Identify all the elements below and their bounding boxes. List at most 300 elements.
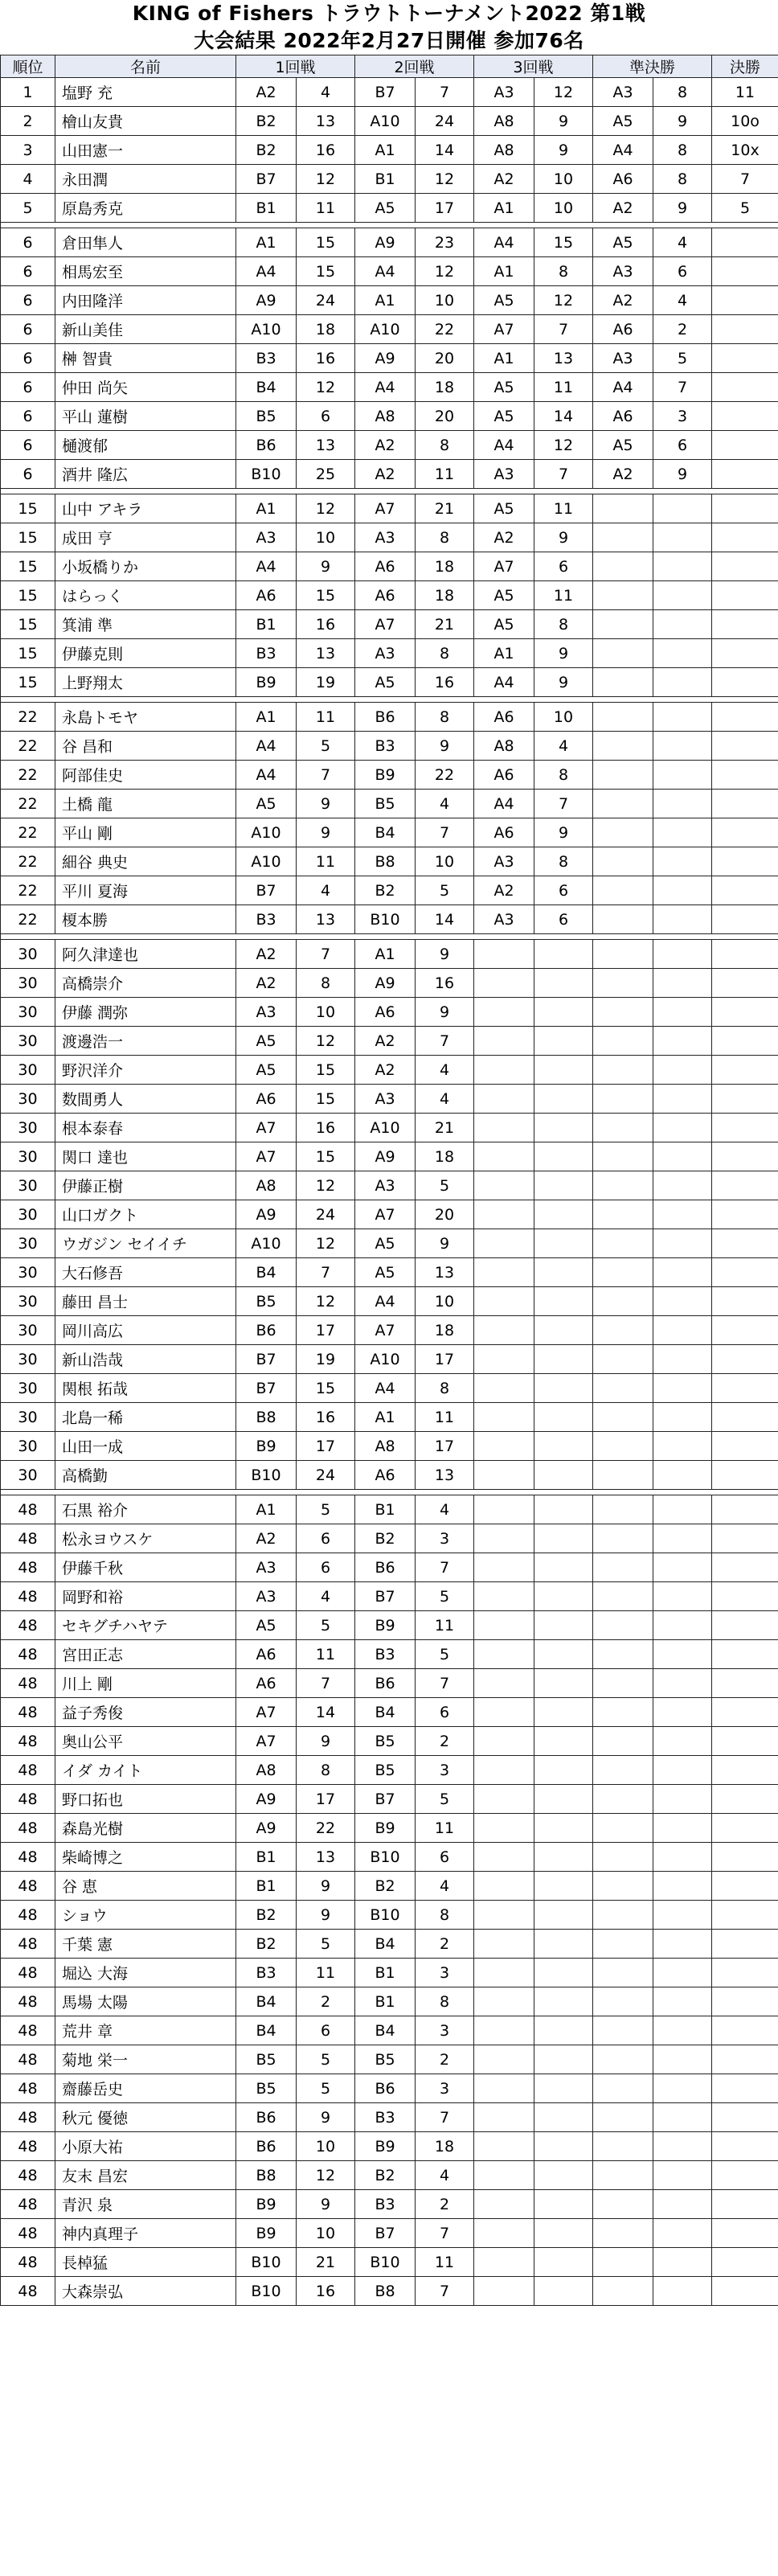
rank-cell: 1 [1,78,55,107]
rank-cell: 6 [1,344,55,373]
semifinal-score-cell [653,1142,712,1171]
rank-cell: 30 [1,1403,55,1432]
round1-area-cell: A9 [236,286,297,315]
round3-area-cell: A5 [474,581,534,610]
round3-score-cell [534,1553,593,1582]
round3-area-cell [474,1403,534,1432]
round1-score-cell: 13 [297,905,355,934]
final-score-cell [712,703,778,732]
table-row [1,876,778,905]
final-score-cell [712,1640,778,1669]
round3-area-cell: A2 [474,523,534,552]
group-separator [1,934,778,940]
round3-score-cell [534,1611,593,1640]
semifinal-score-cell [653,639,712,668]
round3-area-cell [474,1669,534,1698]
round2-area-cell: A6 [355,552,416,581]
name-cell: 大石修吾 [55,1258,236,1287]
final-score-cell [712,1930,778,1959]
header-final: 決勝 [712,55,778,78]
semifinal-score-cell [653,1114,712,1142]
rank-cell: 15 [1,639,55,668]
table-row [1,581,778,610]
round2-area-cell: A9 [355,228,416,257]
rank-cell: 22 [1,732,55,761]
name-cell: 仲田 尚矢 [55,373,236,402]
name-cell: 関根 拓哉 [55,1374,236,1403]
round2-score-cell: 11 [416,2248,474,2277]
final-score-cell [712,1056,778,1085]
round1-area-cell: A4 [236,552,297,581]
round1-area-cell: A1 [236,1495,297,1524]
table-row [1,1756,778,1785]
rank-cell: 15 [1,610,55,639]
round2-area-cell: B2 [355,1524,416,1553]
round2-area-cell: A4 [355,1287,416,1316]
rank-cell: 6 [1,373,55,402]
rank-cell: 15 [1,494,55,523]
round2-area-cell: B9 [355,761,416,790]
round3-score-cell [534,1698,593,1727]
round1-area-cell: B8 [236,1403,297,1432]
semifinal-score-cell [653,2045,712,2074]
round2-area-cell: B5 [355,790,416,818]
round3-area-cell [474,2132,534,2161]
round3-score-cell [534,2016,593,2045]
final-score-cell [712,1200,778,1229]
rank-cell: 48 [1,1698,55,1727]
semifinal-score-cell [653,969,712,998]
semifinal-area-cell [593,610,653,639]
table-row [1,1640,778,1669]
semifinal-score-cell [653,1901,712,1930]
rank-cell: 48 [1,2277,55,2306]
round3-area-cell: A8 [474,107,534,136]
semifinal-score-cell [653,1959,712,1987]
round3-area-cell [474,1959,534,1987]
round1-area-cell: B1 [236,194,297,223]
round2-area-cell: A5 [355,668,416,697]
round3-area-cell: A6 [474,761,534,790]
round3-score-cell: 11 [534,494,593,523]
round2-score-cell: 18 [416,552,474,581]
final-score-cell [712,639,778,668]
round1-score-cell: 12 [297,373,355,402]
table-row [1,847,778,876]
round2-area-cell: A10 [355,1114,416,1142]
round1-score-cell: 5 [297,1930,355,1959]
semifinal-area-cell [593,732,653,761]
round1-area-cell: B9 [236,1432,297,1461]
semifinal-area-cell [593,1229,653,1258]
round2-score-cell: 12 [416,257,474,286]
round3-score-cell [534,2161,593,2190]
semifinal-score-cell: 8 [653,78,712,107]
final-score-cell [712,523,778,552]
semifinal-score-cell [653,1345,712,1374]
round2-score-cell: 13 [416,1258,474,1287]
round3-area-cell [474,1461,534,1490]
semifinal-area-cell: A2 [593,286,653,315]
round1-score-cell: 12 [297,2161,355,2190]
table-row [1,1229,778,1258]
final-score-cell [712,1085,778,1114]
round1-score-cell: 15 [297,257,355,286]
round3-area-cell: A5 [474,373,534,402]
semifinal-area-cell [593,790,653,818]
name-cell: 岡野和裕 [55,1582,236,1611]
round2-score-cell: 18 [416,581,474,610]
header-round3: 3回戦 [474,55,593,78]
table-row [1,1114,778,1142]
round2-score-cell: 5 [416,1785,474,1814]
final-score-cell [712,2132,778,2161]
round1-score-cell: 9 [297,2103,355,2132]
round3-area-cell: A3 [474,847,534,876]
round2-score-cell: 4 [416,1056,474,1085]
name-cell: 荒井 章 [55,2016,236,2045]
round3-area-cell [474,1171,534,1200]
final-score-cell [712,998,778,1027]
semifinal-score-cell [653,1582,712,1611]
final-score-cell [712,1345,778,1374]
semifinal-area-cell [593,1524,653,1553]
round3-score-cell: 9 [534,107,593,136]
round1-area-cell: A5 [236,790,297,818]
name-cell: 伊藤正樹 [55,1171,236,1200]
round1-area-cell: A3 [236,523,297,552]
round1-area-cell: B2 [236,1901,297,1930]
round3-area-cell: A6 [474,703,534,732]
header-semifinal: 準決勝 [593,55,712,78]
round2-score-cell: 18 [416,1316,474,1345]
semifinal-area-cell [593,1698,653,1727]
rank-cell: 48 [1,1495,55,1524]
round2-score-cell: 8 [416,639,474,668]
rank-cell: 48 [1,1611,55,1640]
semifinal-score-cell [653,2248,712,2277]
table-row [1,1785,778,1814]
header-round1: 1回戦 [236,55,355,78]
round2-score-cell: 9 [416,940,474,969]
round3-area-cell [474,1027,534,1056]
round2-score-cell: 8 [416,1374,474,1403]
final-score-cell [712,2219,778,2248]
rank-cell: 30 [1,1200,55,1229]
rank-cell: 30 [1,940,55,969]
name-cell: 青沢 泉 [55,2190,236,2219]
round3-area-cell [474,2248,534,2277]
round3-area-cell: A2 [474,876,534,905]
name-cell: 友末 昌宏 [55,2161,236,2190]
round2-area-cell: A1 [355,286,416,315]
round2-score-cell: 17 [416,1432,474,1461]
round3-score-cell: 13 [534,344,593,373]
name-cell: 平山 蓮樹 [55,402,236,431]
round2-score-cell: 12 [416,165,474,194]
semifinal-score-cell: 3 [653,402,712,431]
round1-score-cell: 10 [297,523,355,552]
final-score-cell [712,1611,778,1640]
round1-score-cell: 10 [297,2219,355,2248]
round1-score-cell: 19 [297,668,355,697]
rank-cell: 30 [1,1229,55,1258]
rank-cell: 15 [1,668,55,697]
name-cell: 山口ガクト [55,1200,236,1229]
semifinal-area-cell [593,1316,653,1345]
semifinal-score-cell: 9 [653,194,712,223]
round2-score-cell: 8 [416,1987,474,2016]
round1-score-cell: 9 [297,2190,355,2219]
semifinal-score-cell [653,1611,712,1640]
semifinal-area-cell [593,2219,653,2248]
round3-score-cell: 9 [534,818,593,847]
round3-score-cell: 12 [534,431,593,460]
table-row [1,610,778,639]
round2-area-cell: B1 [355,1495,416,1524]
round1-score-cell: 24 [297,286,355,315]
tournament-title: KING of Fishers トラウトトーナメント2022 第1戦 [132,2,646,25]
round3-score-cell [534,1582,593,1611]
round1-area-cell: A2 [236,78,297,107]
round3-score-cell [534,2277,593,2306]
semifinal-area-cell [593,818,653,847]
final-score-cell [712,402,778,431]
table-row [1,107,778,136]
table-row [1,1669,778,1698]
table-row [1,639,778,668]
table-row [1,1698,778,1727]
semifinal-score-cell [653,552,712,581]
table-row [1,494,778,523]
final-score-cell [712,494,778,523]
final-score-cell [712,1027,778,1056]
round2-score-cell: 2 [416,1930,474,1959]
rank-cell: 22 [1,818,55,847]
round3-score-cell [534,1901,593,1930]
round1-area-cell: B4 [236,373,297,402]
round3-score-cell: 7 [534,790,593,818]
semifinal-score-cell [653,1495,712,1524]
round1-score-cell: 13 [297,639,355,668]
name-cell: 原島秀克 [55,194,236,223]
table-row [1,1872,778,1901]
semifinal-score-cell [653,998,712,1027]
round1-area-cell: B3 [236,344,297,373]
round2-area-cell: A2 [355,431,416,460]
final-score-cell [712,1785,778,1814]
round1-area-cell: B4 [236,1987,297,2016]
name-cell: 新山美佳 [55,315,236,344]
name-cell: 齋藤岳史 [55,2074,236,2103]
table-row [1,1901,778,1930]
tournament-subtitle: 大会結果 2022年2月27日開催 参加76名 [194,29,584,52]
table-row [1,373,778,402]
round2-score-cell: 24 [416,107,474,136]
round1-score-cell: 12 [297,165,355,194]
round2-area-cell: A9 [355,344,416,373]
table-row [1,790,778,818]
round1-area-cell: A5 [236,1027,297,1056]
table-row [1,905,778,934]
round2-score-cell: 5 [416,1171,474,1200]
round3-score-cell [534,1027,593,1056]
semifinal-score-cell [653,1461,712,1490]
round2-score-cell: 13 [416,1461,474,1490]
table-row [1,1287,778,1316]
semifinal-area-cell [593,1582,653,1611]
round3-score-cell [534,2190,593,2219]
name-cell: 樋渡郁 [55,431,236,460]
semifinal-area-cell: A6 [593,165,653,194]
round3-area-cell [474,1901,534,1930]
semifinal-area-cell: A6 [593,402,653,431]
round2-score-cell: 10 [416,1287,474,1316]
semifinal-area-cell [593,1987,653,2016]
name-cell: 野沢洋介 [55,1056,236,1085]
semifinal-area-cell [593,1553,653,1582]
round3-score-cell [534,1258,593,1287]
semifinal-score-cell [653,732,712,761]
table-row [1,552,778,581]
rank-cell: 6 [1,228,55,257]
round1-area-cell: A6 [236,1085,297,1114]
round2-score-cell: 4 [416,790,474,818]
semifinal-score-cell [653,1171,712,1200]
round3-score-cell [534,1640,593,1669]
round2-area-cell: B7 [355,2219,416,2248]
round2-score-cell: 16 [416,969,474,998]
round1-area-cell: B4 [236,1258,297,1287]
round2-area-cell: B7 [355,78,416,107]
round3-area-cell [474,1727,534,1756]
rank-cell: 48 [1,1930,55,1959]
round3-score-cell [534,1959,593,1987]
table-row [1,1027,778,1056]
semifinal-score-cell [653,1785,712,1814]
round2-score-cell: 14 [416,136,474,165]
rank-cell: 4 [1,165,55,194]
round2-score-cell: 5 [416,1640,474,1669]
round2-area-cell: A9 [355,969,416,998]
group-separator-cell [1,697,778,703]
round2-area-cell: A2 [355,460,416,489]
rank-cell: 48 [1,2248,55,2277]
round3-score-cell [534,1495,593,1524]
semifinal-score-cell: 6 [653,257,712,286]
name-cell: 馬場 太陽 [55,1987,236,2016]
round2-score-cell: 5 [416,876,474,905]
round2-area-cell: B8 [355,847,416,876]
semifinal-score-cell [653,1756,712,1785]
round2-score-cell: 4 [416,2161,474,2190]
round1-score-cell: 5 [297,732,355,761]
name-cell: 野口拓也 [55,1785,236,1814]
round2-area-cell: A1 [355,136,416,165]
semifinal-score-cell [653,847,712,876]
semifinal-area-cell [593,1669,653,1698]
table-row [1,1524,778,1553]
rank-cell: 22 [1,876,55,905]
round1-score-cell: 18 [297,315,355,344]
round3-score-cell: 10 [534,194,593,223]
round2-score-cell: 2 [416,2045,474,2074]
semifinal-score-cell: 4 [653,286,712,315]
round1-score-cell: 21 [297,2248,355,2277]
name-cell: 平山 剛 [55,818,236,847]
round1-area-cell: B3 [236,905,297,934]
semifinal-area-cell [593,1027,653,1056]
round1-area-cell: A10 [236,315,297,344]
final-score-cell [712,1872,778,1901]
round1-score-cell: 2 [297,1987,355,2016]
name-cell: 堀込 大海 [55,1959,236,1987]
name-cell: 酒井 隆広 [55,460,236,489]
round3-area-cell [474,1930,534,1959]
final-score-cell [712,610,778,639]
round3-score-cell: 15 [534,228,593,257]
name-cell: 伊藤千秋 [55,1553,236,1582]
round3-score-cell: 6 [534,905,593,934]
name-cell: 菊地 栄一 [55,2045,236,2074]
round3-area-cell: A2 [474,165,534,194]
round1-score-cell: 10 [297,2132,355,2161]
name-cell: 神内真理子 [55,2219,236,2248]
rank-cell: 6 [1,431,55,460]
semifinal-score-cell [653,1814,712,1843]
semifinal-area-cell [593,1171,653,1200]
rank-cell: 30 [1,1374,55,1403]
round1-score-cell: 17 [297,1785,355,1814]
round3-score-cell [534,2132,593,2161]
rank-cell: 48 [1,2045,55,2074]
table-row [1,286,778,315]
semifinal-area-cell: A3 [593,344,653,373]
name-cell: 小坂橋りか [55,552,236,581]
round3-area-cell [474,2161,534,2190]
rank-cell: 48 [1,1582,55,1611]
round2-area-cell: B4 [355,818,416,847]
semifinal-score-cell [653,581,712,610]
round3-area-cell [474,1374,534,1403]
semifinal-score-cell: 9 [653,460,712,489]
rank-cell: 30 [1,1432,55,1461]
name-cell: 森島光樹 [55,1814,236,1843]
table-row [1,1316,778,1345]
round1-area-cell: B1 [236,1843,297,1872]
round1-score-cell: 13 [297,1843,355,1872]
round1-area-cell: A4 [236,761,297,790]
name-cell: 土橋 龍 [55,790,236,818]
table-row [1,1200,778,1229]
rank-cell: 48 [1,1959,55,1987]
round3-score-cell: 12 [534,286,593,315]
header-name: 名前 [55,55,236,78]
name-cell: 石黒 裕介 [55,1495,236,1524]
round3-area-cell [474,1756,534,1785]
rank-cell: 48 [1,2219,55,2248]
group-separator-cell [1,1490,778,1495]
round1-area-cell: A7 [236,1114,297,1142]
round2-area-cell: B9 [355,1814,416,1843]
round3-score-cell [534,1756,593,1785]
round3-score-cell [534,940,593,969]
semifinal-area-cell [593,2016,653,2045]
final-score-cell [712,761,778,790]
round2-score-cell: 17 [416,194,474,223]
table-row [1,1611,778,1640]
rank-cell: 48 [1,1843,55,1872]
